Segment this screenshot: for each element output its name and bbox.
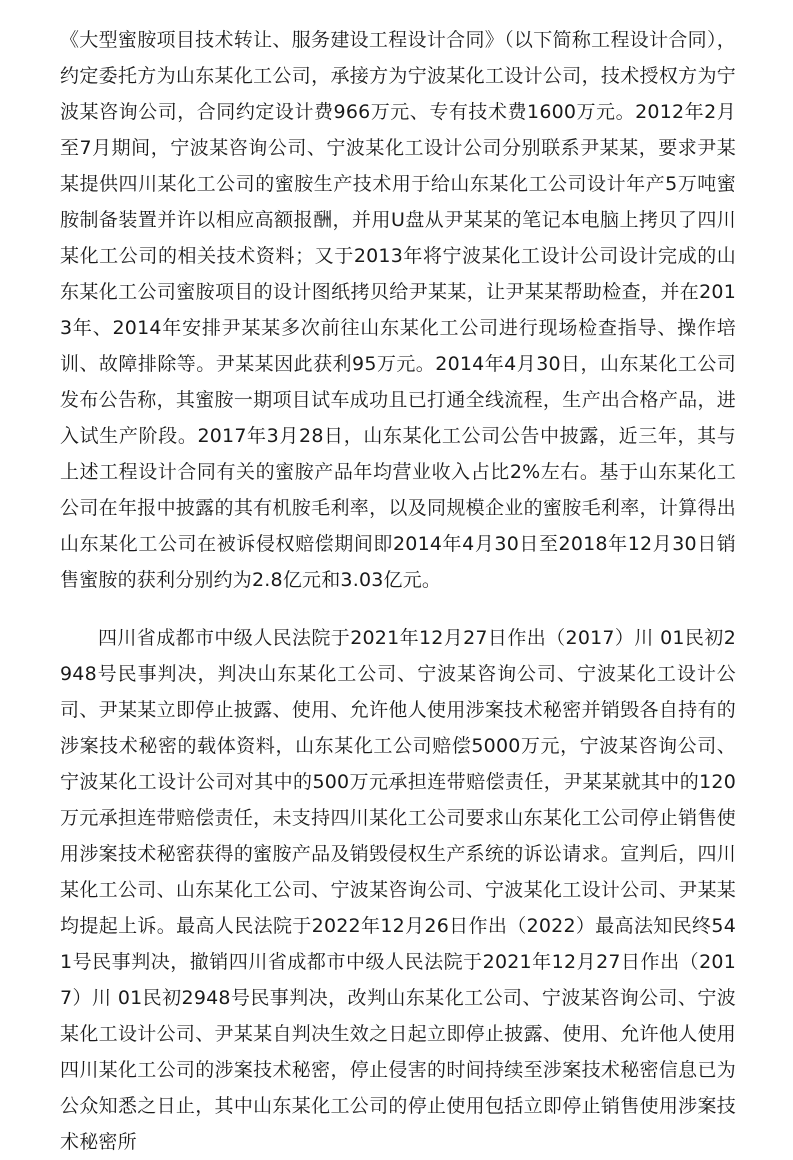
paragraph-court-judgment: 四川省成都市中级人民法院于2021年12月27日作出（2017）川 01民初2948号民事判决，判决山东某化工公司、宁波某咨询公司、宁波某化工设计公司、尹某某立即停止披露、使用、允许他人使用涉案技术秘密并销毁各自持有的涉案技术秘密的载体资料，山东某化工公司赔偿5000万元，宁波某咨询公司、宁波某化工设计公司对其中的500万元承担连带赔偿责任，尹某某就其中的120万元承担连带赔偿责任，未支持四川某化工公司要求山东某化工公司停止销售使用涉案技术秘密获得的蜜胺产品及销毁侵权生产系统的诉讼请求。宣判后，四川某化工公司、山东某化工公司、宁波某咨询公司、宁波某化工设计公司、尹某某均提起上诉。最高人民法院于2022年12月26日作出（2022）最高法知民终541号民事判决，撤销四川省成都市中级人民法院于2021年12月27日作出（2017）川 01民初2948号民事判决，改判山东某化工公司、宁波某咨询公司、宁波某化工设计公司、尹某某自判决生效之日起立即停止披露、使用、允许他人使用四川某化工公司的涉案技术秘密，停止侵害的时间持续至涉案技术秘密信息已为公众知悉之日止，其中山东某化工公司的停止使用包括立即停止销售使用涉案技术秘密所	[60, 627, 736, 1153]
paragraph-contract-background: 《大型蜜胺项目技术转让、服务建设工程设计合同》（以下简称工程设计合同），约定委托方为山东某化工公司，承接方为宁波某化工设计公司，技术授权方为宁波某咨询公司，合同约定设计费966万元、专有技术费1600万元。2012年2月至7月期间，宁波某咨询公司、宁波某化工设计公司分别联系尹某某，要求尹某某提供四川某化工公司的蜜胺生产技术用于给山东某化工公司设计年产5万吨蜜胺制备装置并许以相应高额报酬，并用U盘从尹某某的笔记本电脑上拷贝了四川某化工公司的相关技术资料；又于2013年将宁波某化工设计公司设计完成的山东某化工公司蜜胺项目的设计图纸拷贝给尹某某，让尹某某帮助检查，并在2013年、2014年安排尹某某多次前往山东某化工公司进行现场检查指导、操作培训、故障排除等。尹某某因此获利95万元。2014年4月30日，山东某化工公司发布公告称，其蜜胺一期项目试车成功且已打通全线流程，生产出合格产品，进入试生产阶段。2017年3月28日，山东某化工公司公告中披露，近三年，其与上述工程设计合同有关的蜜胺产品年均营业收入占比2%左右。基于山东某化工公司在年报中披露的其有机胺毛利率，以及同规模企业的蜜胺毛利率，计算得出山东某化工公司在被诉侵权赔偿期间即2014年4月30日至2018年12月30日销售蜜胺的获利分别约为2.8亿元和3.03亿元。	[60, 29, 736, 591]
document-page	[60, 22, 736, 1160]
